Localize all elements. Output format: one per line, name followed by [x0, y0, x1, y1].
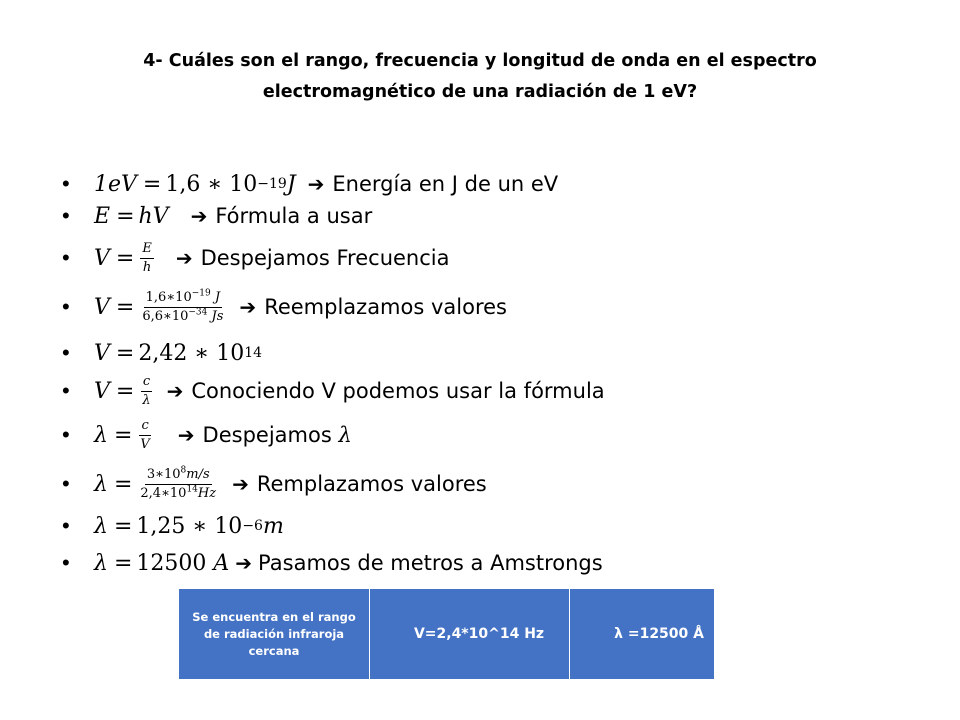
eq-lhs: λ: [94, 513, 108, 539]
eq-sign: =: [115, 378, 135, 404]
eq-lhs: V: [94, 378, 110, 404]
eq-lhs: V: [94, 340, 110, 366]
eq-lhs: V: [94, 294, 110, 320]
bullet-description: Fórmula a usar: [215, 204, 373, 228]
bullet-item-2: [60, 196, 372, 236]
eq-sign: =: [115, 340, 135, 366]
bullet-dot: •: [62, 203, 70, 228]
equation-10: [94, 551, 229, 576]
bullet-dot: •: [62, 471, 70, 496]
equation-6: [94, 374, 155, 409]
fraction-denominator: $2,4∗10^{14}Hz$: [140, 484, 217, 501]
bullet-dot: •: [62, 171, 70, 196]
eq-rhs: 2,42 ∗ 10: [138, 340, 245, 366]
fraction: [138, 418, 151, 453]
title-line-2: electromagnético de una radiación de 1 eV?: [262, 82, 698, 102]
eq-lhs: λ: [94, 550, 108, 576]
bullet-dot: •: [62, 245, 70, 270]
eq-sign: =: [113, 471, 133, 497]
equation-4: [94, 290, 227, 325]
equation-2: [94, 204, 169, 229]
eq-unit: J: [286, 171, 296, 197]
equation-8: [94, 467, 220, 502]
eq-unit: A: [213, 550, 230, 576]
eq-sign: =: [115, 245, 135, 271]
arrow-icon: ➔: [307, 172, 325, 196]
fraction-denominator: V: [140, 436, 150, 452]
arrow-icon: ➔: [239, 295, 257, 319]
title-line-1: 4- Cuáles son el rango, frecuencia y longitud de onda en el espectro: [143, 51, 817, 71]
bullet-dot: •: [62, 550, 70, 575]
equation-1: 1eV = 1,6 ∗ 10 −19 J: [94, 171, 296, 197]
range-cell: Se encuentra en el rango de radiación infraroja cercana: [179, 589, 370, 680]
bullet-item-5: [60, 333, 262, 373]
eq-lhs: V: [94, 245, 110, 271]
bullet-description: Despejamos Frecuencia: [200, 246, 450, 270]
eq-sign: =: [142, 171, 162, 197]
fraction-numerator: $3∗10^8m/s$: [145, 467, 212, 485]
bullet-dot: •: [62, 513, 70, 538]
bullet-item-9: [60, 506, 284, 546]
bullet-description: Conociendo V podemos usar la fórmula: [191, 379, 605, 403]
equation-5: V = 2,42 ∗ 10 14: [94, 340, 263, 366]
bullet-dot: •: [62, 340, 70, 365]
fraction-denominator: h: [142, 259, 152, 275]
fraction: [140, 290, 225, 325]
bullet-description: Energía en J de un eV: [332, 172, 559, 196]
eq-rhs: hV: [138, 203, 169, 229]
wavelength-cell: λ =12500 Å: [570, 589, 715, 680]
bullet-item-8: [60, 464, 487, 504]
bullet-description: Reemplazamos valores: [264, 295, 507, 319]
eq-rhs: 12500: [136, 550, 207, 576]
bullet-description: Remplazamos valores: [256, 472, 487, 496]
fraction-numerator: c: [141, 374, 152, 392]
bullet-dot: •: [62, 294, 70, 319]
slide-title: [60, 46, 900, 108]
fraction-numerator: c: [139, 418, 150, 436]
eq-sign: =: [113, 550, 133, 576]
equation-7: [94, 418, 154, 453]
bullet-dot: •: [62, 378, 70, 403]
bullet-item-10: [60, 543, 603, 583]
bullet-item-7: [60, 415, 352, 455]
fraction-numerator: $1,6∗10^{-19}$ J: [144, 290, 222, 308]
frequency-cell: V=2,4*10^14 Hz: [370, 589, 570, 680]
table-row: [179, 589, 715, 680]
result-table: [178, 588, 715, 680]
eq-lhs: 1eV: [94, 171, 137, 197]
arrow-icon: ➔: [232, 472, 249, 496]
eq-sign: =: [113, 513, 133, 539]
eq-lhs: λ: [94, 422, 108, 448]
eq-rhs: 1,6 ∗ 10: [165, 171, 258, 197]
fraction-numerator: E: [140, 241, 154, 259]
arrow-icon: ➔: [177, 423, 195, 447]
bullet-description: Pasamos de metros a Amstrongs: [258, 551, 603, 575]
bullet-item-3: [60, 238, 449, 278]
eq-sign: =: [116, 203, 135, 229]
eq-unit: m: [262, 513, 284, 539]
arrow-icon: ➔: [235, 551, 253, 575]
equation-9: λ = 1,25 ∗ 10 −6 m: [94, 513, 284, 539]
arrow-icon: ➔: [190, 204, 208, 228]
fraction-denominator: λ: [142, 392, 151, 408]
fraction: [140, 241, 154, 276]
bullet-item-6: [60, 371, 605, 411]
eq-rhs: 1,25 ∗ 10: [136, 513, 243, 539]
fraction-denominator: $6,6∗10^{-34}$ Js: [142, 307, 224, 324]
arrow-icon: ➔: [166, 379, 184, 403]
equation-3: [94, 241, 156, 276]
eq-sign: =: [113, 422, 133, 448]
bullet-description: Despejamos λ: [202, 423, 352, 447]
fraction: [140, 374, 152, 409]
eq-lhs: λ: [94, 471, 108, 497]
bullet-dot: •: [62, 422, 70, 447]
eq-lhs: E: [94, 203, 111, 229]
arrow-icon: ➔: [175, 246, 193, 270]
fraction: [138, 467, 218, 502]
bullet-item-4: [60, 287, 507, 327]
eq-sign: =: [115, 294, 135, 320]
